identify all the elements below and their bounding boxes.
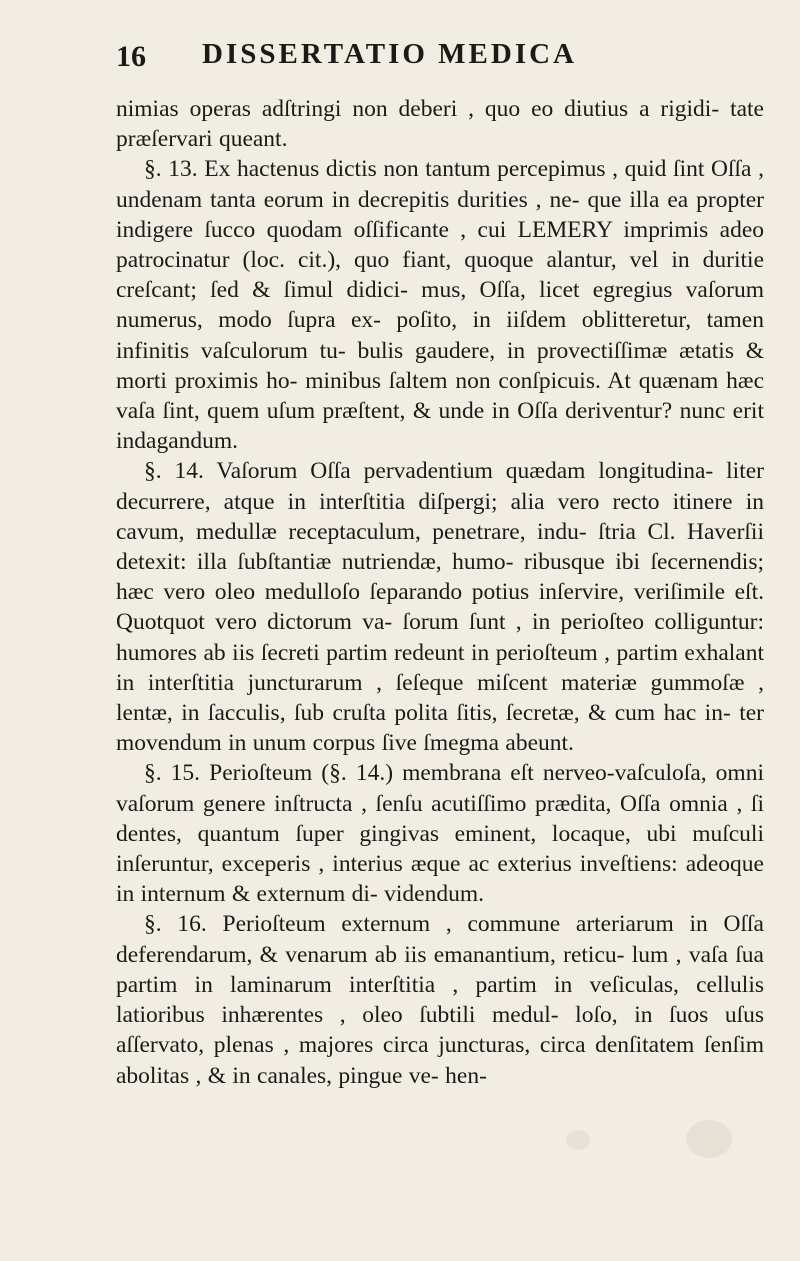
main-text bbox=[116, 94, 764, 1091]
paragraph-continuation: nimias operas adſtringi non deberi , quo eo diutius a rigidi- tate præſervari queant. bbox=[116, 96, 764, 153]
paragraph-section-16: §. 16. Perioſteum externum , commune arteriarum in Oſſa deferendarum, & venarum ab iis emanantium, reticu- lum , vaſa ſua partim in laminarum interſtitia , partim in veſiculas, cellulis latioribus inhærentes , oleo ſubtili medul- loſo, in ſuos uſus aſſervato, plenas , majores circa juncturas, circa denſitatem ſenſim abolitas , & in canales, pingue ve- hen- bbox=[116, 911, 764, 1089]
page-number: 16 bbox=[116, 40, 146, 73]
paragraph-section-14: §. 14. Vaſorum Oſſa pervadentium quædam longitudina- liter decurrere, atque in interſtitia diſpergi; alia vero recto itinere in cavum, medullæ receptaculum, penetrare, indu- ſtria Cl. Haverſii detexit: illa ſubſtantiæ nutriendæ, humo- ribusque ibi ſecernendis; hæc vero oleo medulloſo ſeparando potius inſervire, veriſimile eſt. Quotquot vero dictorum va- ſorum ſunt , in perioſteo colliguntur: humores ab iis ſecreti partim redeunt in perioſteum , partim exhalant in interſtitia juncturarum , ſeſeque miſcent materiæ gummoſæ , lentæ, in ſacculis, ſub cruſta polita ſitis, ſecretæ, & cum hac in- ter movendum in unum corpus ſive ſmegma abeunt. bbox=[116, 458, 764, 757]
paragraph-section-13: §. 13. Ex hactenus dictis non tantum percepimus , quid ſint Oſſa , undenam tanta eorum in decrepitis durities , ne- que illa ea propter indigere ſucco quodam oſſificante , cui LEMERY imprimis adeo patrocinatur (loc. cit.), quo fiant, quoque alantur, vel in duritie creſcant; ſed & ſimul didici- mus, Oſſa, licet egregius vaſorum numerus, modo ſupra ex- poſito, in iiſdem oblitteretur, tamen infinitis vaſculorum tu- bulis gaudere, in provectiſſimæ ætatis & morti proximis ho- minibus ſaltem non conſpicuis. At quænam hæc vaſa ſint, quem uſum præſtent, & unde in Oſſa deriventur? nunc erit indagandum. bbox=[116, 156, 764, 455]
paper-stain bbox=[686, 1120, 732, 1158]
running-head bbox=[116, 36, 764, 88]
paragraph-section-15: §. 15. Perioſteum (§. 14.) membrana eſt nerveo-vaſculoſa, omni vaſorum genere inſtructa , ſenſu acutiſſimo prædita, Oſſa omnia , ſi dentes, quantum ſuper gingivas eminent, locaque, ubi muſculi inſeruntur, exceperis , interius æque ac exterius inveſtiens: adeoque in internum & externum di- videndum. bbox=[116, 760, 764, 908]
paper-stain bbox=[566, 1130, 590, 1150]
header-title: DISSERTATIO MEDICA bbox=[202, 38, 577, 70]
